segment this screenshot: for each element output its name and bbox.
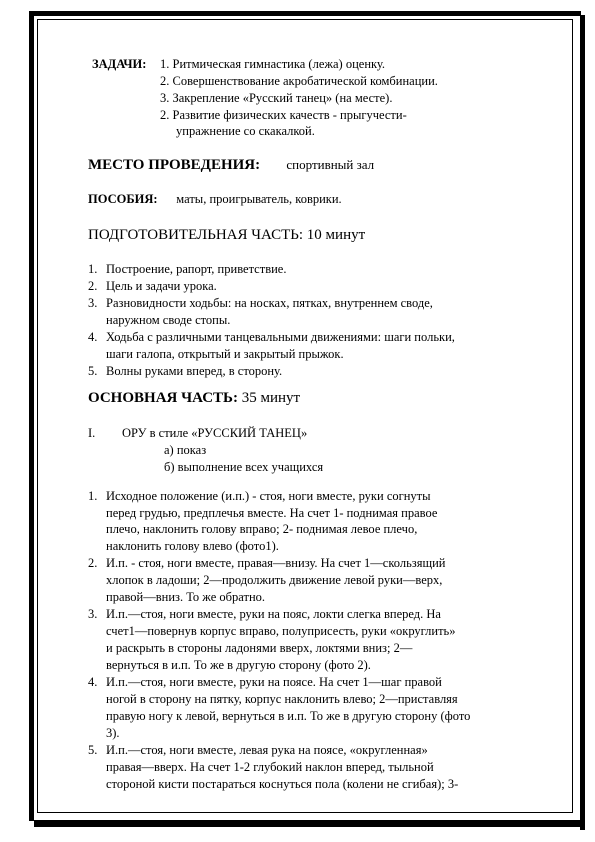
prep-item: наружном своде стопы. bbox=[106, 313, 231, 327]
list-number: 3. bbox=[88, 296, 98, 310]
section-sub-item: б) выполнение всех учащихся bbox=[164, 460, 324, 474]
list-number: 3. bbox=[88, 607, 98, 621]
aids-label: ПОСОБИЯ: bbox=[88, 192, 158, 206]
prep-duration: 10 минут bbox=[306, 227, 366, 243]
page-shadow-bottom bbox=[34, 821, 585, 827]
task-item: 3. Закрепление «Русский танец» (на месте). bbox=[160, 91, 393, 105]
section-number: I. bbox=[88, 426, 96, 440]
prep-item: Построение, рапорт, приветствие. bbox=[106, 262, 287, 276]
exercise-line: вернуться в и.п. То же в другую сторону (фото 2). bbox=[106, 658, 371, 672]
list-number: 4. bbox=[88, 675, 98, 689]
list-number: 5. bbox=[88, 364, 98, 378]
exercise-line: хлопок в ладоши; 2—продолжить движение левой руки—верх, bbox=[106, 573, 443, 587]
place-row bbox=[88, 156, 374, 174]
task-item: 2. Развитие физических качеств - прыгучести- bbox=[160, 108, 407, 122]
task-item: 1. Ритмическая гимнастика (лежа) оценку. bbox=[160, 57, 386, 71]
place-value: спортивный зал bbox=[286, 157, 375, 172]
list-number: 2. bbox=[88, 279, 98, 293]
exercise-line: плечо, наклонить голову вправо; 2- поднимая левое плечо, bbox=[106, 522, 418, 536]
exercise-line: правую ногу к левой, вернуться в и.п. То же в другую сторону (фото bbox=[106, 709, 471, 723]
aids-value: маты, проигрыватель, коврики. bbox=[176, 192, 342, 206]
place-label: МЕСТО ПРОВЕДЕНИЯ: bbox=[88, 157, 261, 173]
exercise-line: 3). bbox=[106, 726, 120, 740]
prep-item: шаги галопа, открытый и закрытый прыжок. bbox=[106, 347, 344, 361]
exercise-line: ногой в сторону на пятку, корпус наклонить влево; 2—приставляя bbox=[106, 692, 458, 706]
exercise-line: И.п.—стоя, ноги вместе, руки на пояс, локти слегка вперед. На bbox=[106, 607, 441, 621]
exercise-line: правой—вниз. То же обратно. bbox=[106, 590, 266, 604]
prep-title: ПОДГОТОВИТЕЛЬНАЯ ЧАСТЬ: bbox=[88, 227, 304, 243]
prep-item: Ходьба с различными танцевальными движениями: шаги польки, bbox=[106, 330, 455, 344]
section-title: ОРУ в стиле «РУССКИЙ ТАНЕЦ» bbox=[122, 426, 308, 440]
exercise-line: И.п.—стоя, ноги вместе, руки на поясе. На счет 1—шаг правой bbox=[106, 675, 442, 689]
prep-item: Цель и задачи урока. bbox=[106, 279, 217, 293]
exercise-line: И.п.—стоя, ноги вместе, левая рука на поясе, «округленная» bbox=[106, 743, 428, 757]
list-number: 2. bbox=[88, 556, 98, 570]
section-sub-item: а) показ bbox=[164, 443, 207, 457]
exercise-line: Исходное положение (и.п.) - стоя, ноги вместе, руки согнуты bbox=[106, 489, 431, 503]
exercise-line: перед грудью, предплечья вместе. На счет 1- поднимая правое bbox=[106, 506, 438, 520]
main-heading bbox=[88, 389, 300, 407]
main-duration: 35 минут bbox=[241, 390, 301, 406]
exercise-line: И.п. - стоя, ноги вместе, правая—внизу. На счет 1—скользящий bbox=[106, 556, 446, 570]
main-title: ОСНОВНАЯ ЧАСТЬ: bbox=[88, 390, 238, 406]
list-number: 5. bbox=[88, 743, 98, 757]
prep-item: Волны руками вперед, в сторону. bbox=[106, 364, 283, 378]
exercise-line: счет1—повернув корпус вправо, полуприсесть, руки «округлить» bbox=[106, 624, 456, 638]
task-item: 2. Совершенствование акробатической комбинации. bbox=[160, 74, 438, 88]
exercise-line: правая—вверх. На счет 1-2 глубокий наклон вперед, тыльной bbox=[106, 760, 434, 774]
exercise-line: и раскрыть в стороны ладонями вверх, локтями вниз; 2— bbox=[106, 641, 413, 655]
exercise-line: стороной кисти постараться коснуться пола (колени не сгибая); 3- bbox=[106, 777, 459, 791]
prep-item: Разновидности ходьбы: на носках, пятках, внутреннем своде, bbox=[106, 296, 433, 310]
task-item: упражнение со скакалкой. bbox=[176, 124, 315, 138]
prep-heading bbox=[88, 226, 365, 244]
list-number: 4. bbox=[88, 330, 98, 344]
list-number: 1. bbox=[88, 489, 98, 503]
tasks-label: ЗАДАЧИ: bbox=[92, 57, 147, 71]
exercise-line: наклонить голову влево (фото1). bbox=[106, 539, 279, 553]
aids-row bbox=[88, 192, 342, 207]
list-number: 1. bbox=[88, 262, 98, 276]
